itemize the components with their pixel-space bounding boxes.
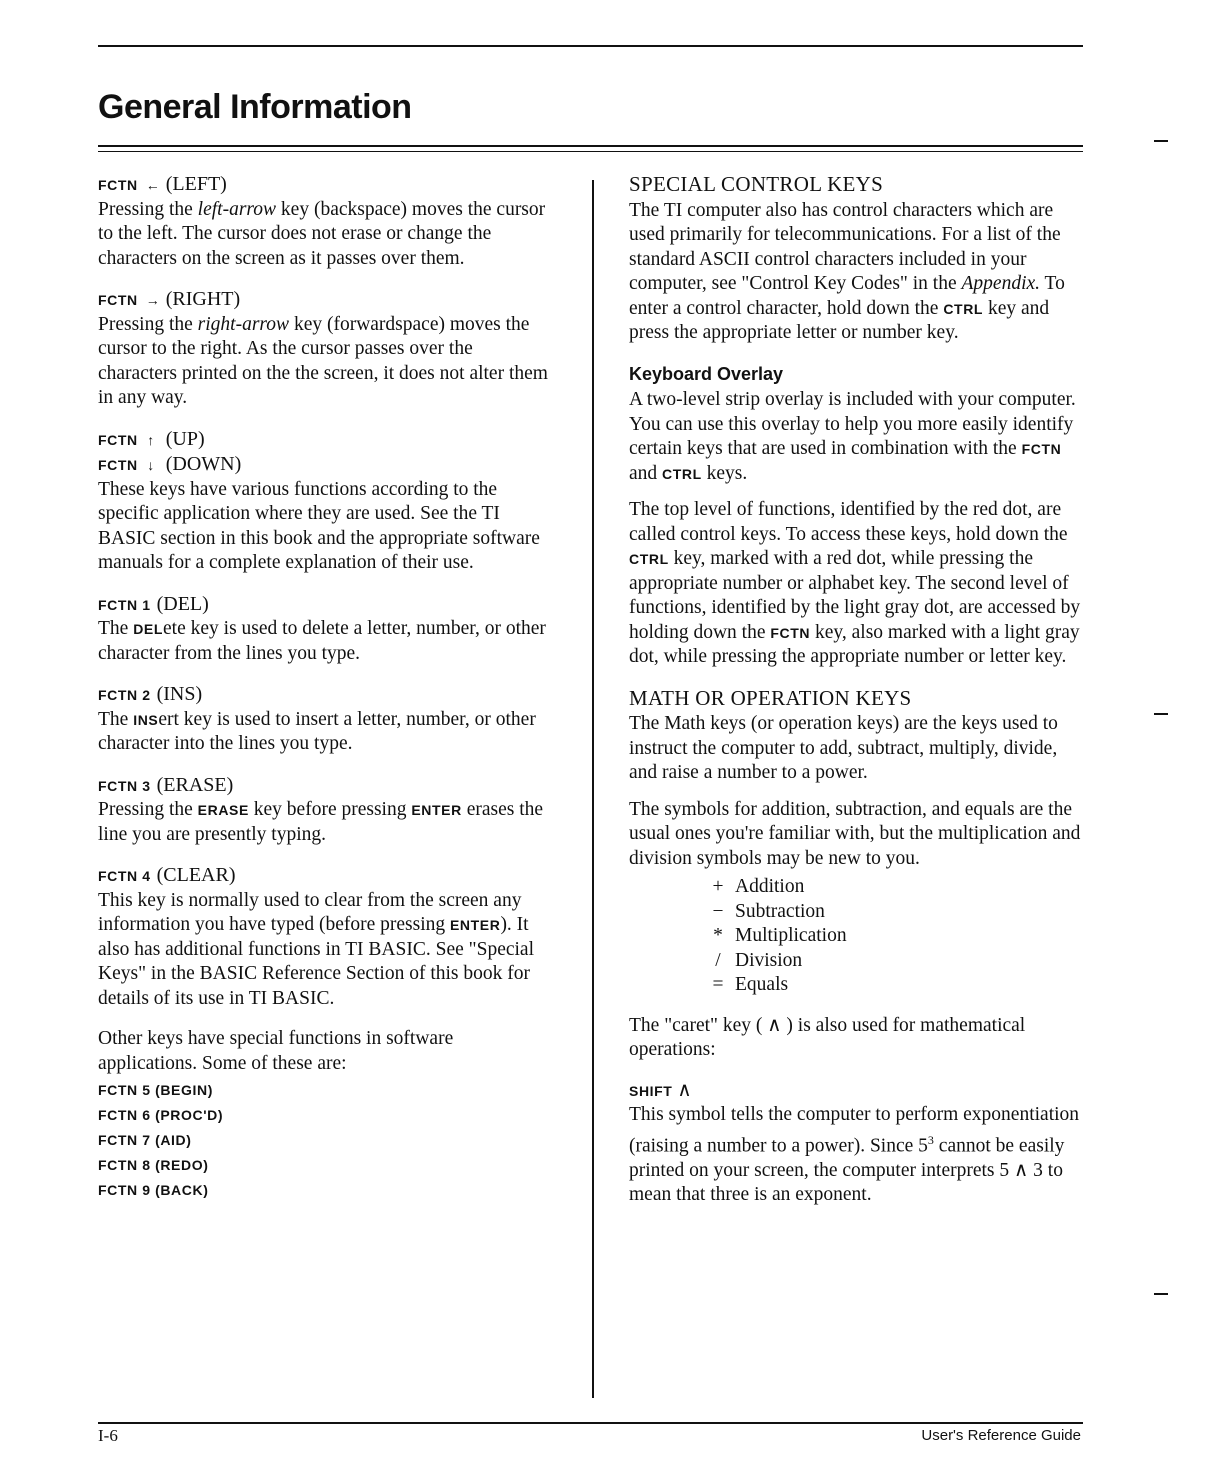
list-item: * Multiplication <box>701 924 1084 949</box>
page-number: I-6 <box>98 1426 118 1445</box>
right-arrow-symbol: → <box>145 292 160 308</box>
column-divider <box>592 180 594 1398</box>
fctn-key-label: FCTN <box>98 292 138 308</box>
shift-caret-heading <box>629 1079 1084 1104</box>
del-key-description: The DELete key is used to delete a letter, number, or other character from the lines you type. <box>98 618 546 664</box>
key-name: (UP) <box>165 427 205 450</box>
up-down-description: These keys have various functions according to the specific application where they are used. See the TI BASIC section in this book and the appropriate software manuals for a complete explanation of their use. <box>98 478 540 573</box>
list-item: FCTN 5 (BEGIN) <box>98 1082 213 1098</box>
right-column <box>629 172 1084 1224</box>
special-control-keys-heading: SPECIAL CONTROL KEYS <box>629 172 884 196</box>
fctn-key-label: FCTN 3 <box>98 777 151 794</box>
list-item: FCTN 6 (PROC'D) <box>98 1107 224 1123</box>
asterisk-symbol: * <box>713 925 723 946</box>
key-name: (INS) <box>156 683 203 705</box>
math-keys-paragraph-1: The Math keys (or operation keys) are the keys used to instruct the computer to add, subtract, multiply, divide, and raise a number to a power. <box>629 713 1058 783</box>
key-name: (LEFT) <box>165 173 227 195</box>
section-ins-key <box>98 682 553 757</box>
list-item: = Equals <box>701 973 1084 998</box>
list-item: − Subtraction <box>701 900 1084 925</box>
top-rule <box>98 45 1083 47</box>
list-item: FCTN 9 (BACK) <box>98 1182 209 1198</box>
margin-mark <box>1154 140 1168 142</box>
ins-key-heading <box>98 682 553 708</box>
up-key-heading <box>98 427 553 453</box>
page-title: General Information <box>98 88 412 126</box>
margin-mark <box>1154 713 1168 715</box>
list-item: FCTN 7 (AID) <box>98 1132 192 1148</box>
clear-key-description: This key is normally used to clear from the screen any information you have typed (before pressing ENTER). It also has additional functions in TI BASIC. See "Special Keys" in the BASIC Reference Section of this book for details of its use in TI BASIC. <box>98 889 534 1009</box>
key-name: (CLEAR) <box>156 864 236 886</box>
keyboard-overlay-paragraph-1: A two-level strip overlay is included with your computer. You can use this overlay to help you more easily identify certain keys that are used in combination with the FCTN and CTRL keys. <box>629 389 1076 484</box>
operation-symbols-list <box>701 875 1084 998</box>
shift-caret-description: This symbol tells the computer to perform exponentiation (raising a number to a power). Since $5^3$ cannot be easily printed on your screen, the computer interprets 5 ∧ 3 to mean that three is an exponent. <box>629 1104 1080 1205</box>
erase-key-heading <box>98 773 553 799</box>
list-item: + Addition <box>701 875 1084 900</box>
section-erase-key <box>98 773 553 848</box>
down-key-heading <box>98 452 553 478</box>
margin-mark <box>1154 1293 1168 1295</box>
fctn-key-label: FCTN 2 <box>98 687 151 703</box>
section-math-keys <box>629 686 1084 1063</box>
caret-description: The "caret" key ( ∧ ) is also used for mathematical operations: <box>629 1014 1026 1060</box>
key-name: (ERASE) <box>156 773 234 796</box>
fctn-key-label: FCTN <box>98 457 138 473</box>
up-arrow-symbol: ↑ <box>147 431 155 448</box>
left-column <box>98 172 553 1219</box>
ins-key-description: The INSert key is used to insert a letter, number, or other character into the lines you type. <box>98 708 536 754</box>
section-del-key <box>98 592 553 667</box>
left-arrow-symbol: ← <box>145 177 160 193</box>
key-name: (DOWN) <box>165 453 242 475</box>
section-left-key <box>98 172 553 271</box>
right-key-heading <box>98 287 553 313</box>
clear-key-heading <box>98 863 553 889</box>
section-clear-key <box>98 863 553 1011</box>
shift-key-label: SHIFT <box>629 1082 673 1099</box>
left-key-description: Pressing the left-arrow key (backspace) moves the cursor to the left. The cursor does not erase or change the characters on the screen as it passes over them. <box>98 198 546 269</box>
title-rule <box>98 145 1083 147</box>
special-control-keys-description: The TI computer also has control characters which are used primarily for telecommunications. For a list of the standard ASCII control characters included in your computer, see "Control Key Codes" in the Appendix. To enter a control character, hold down the CTRL key and press the appropriate letter or number key. <box>629 199 1065 343</box>
section-other-keys <box>98 1027 553 1203</box>
keyboard-overlay-heading: Keyboard Overlay <box>629 363 784 384</box>
section-right-key <box>98 287 553 411</box>
erase-key-description: Pressing the ERASE key before pressing ENTER erases the line you are presently typing. <box>98 799 544 845</box>
keyboard-overlay-paragraph-2: The top level of functions, identified by the red dot, are called control keys. To access these keys, hold down the CTRL key, marked with a red dot, while pressing the appropriate number or alphabet key. The second level of functions, identified by the light gray dot, are accessed by holding down the FCTN key, also marked with a light gray dot, while pressing the appropriate number or letter key. <box>629 499 1081 667</box>
left-key-heading <box>98 172 553 198</box>
section-shift-caret <box>629 1079 1084 1208</box>
minus-symbol: − <box>712 900 724 922</box>
key-name: (DEL) <box>156 592 209 615</box>
fctn-key-label: FCTN 1 <box>98 596 151 613</box>
other-keys-list <box>98 1078 553 1203</box>
section-up-down-keys <box>98 427 553 576</box>
list-item: FCTN 8 (REDO) <box>98 1157 209 1173</box>
equals-symbol: = <box>712 974 724 995</box>
list-item: / Division <box>701 949 1084 974</box>
fctn-key-label: FCTN <box>98 177 138 193</box>
del-key-heading <box>98 592 553 618</box>
down-arrow-symbol: ↓ <box>147 457 155 473</box>
guide-title: User's Reference Guide <box>921 1427 1081 1444</box>
section-keyboard-overlay <box>629 362 1084 670</box>
other-keys-intro: Other keys have special functions in software applications. Some of these are: <box>98 1028 454 1074</box>
fctn-key-label: FCTN <box>98 431 138 448</box>
section-special-control-keys <box>629 172 1084 346</box>
footer-rule <box>98 1422 1083 1424</box>
right-key-description: Pressing the right-arrow key (forwardspace) moves the cursor to the right. As the cursor passes over the characters printed on the the screen, it does not alter them in any way. <box>98 313 548 408</box>
math-keys-paragraph-2: The symbols for addition, subtraction, and equals are the usual ones you're familiar with, but the multiplication and division symbols may be new to you. <box>629 798 1081 869</box>
title-rule-thin <box>98 151 1083 152</box>
key-name: (RIGHT) <box>165 288 241 310</box>
fctn-key-label: FCTN 4 <box>98 868 151 884</box>
plus-symbol: + <box>712 876 724 897</box>
caret-symbol: ∧ <box>677 1079 692 1101</box>
slash-symbol: / <box>715 949 721 971</box>
math-keys-heading: MATH OR OPERATION KEYS <box>629 685 912 710</box>
